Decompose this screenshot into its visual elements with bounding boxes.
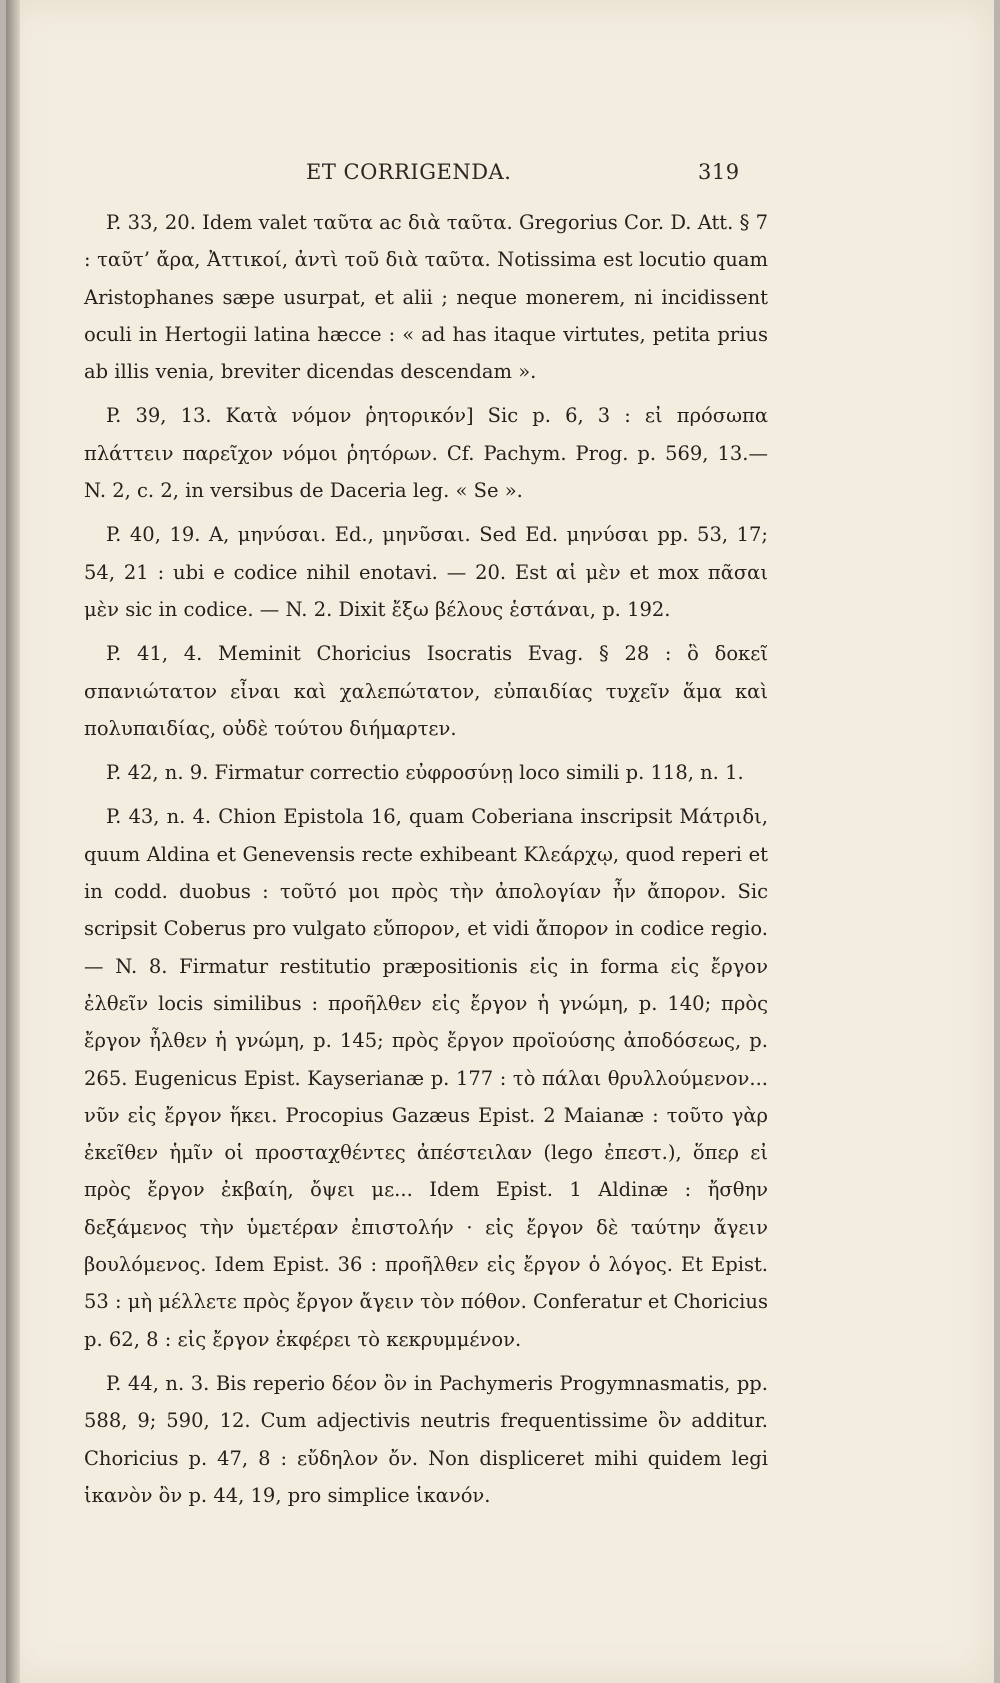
corrigenda-entry: P. 44, n. 3. Bis reperio δέον ὂν in Pachymeris Progymnasmatis, pp. 588, 9; 590, 12. Cum adjectivis neutris frequentissime ὂν additur. Choricius p. 47, 8 : εὔδηλον ὄν. Non displiceret mihi quidem legi ἱκανὸν ὂν p. 44, 19, pro simplice ἱκανόν. xyxy=(84,1371,768,1507)
page-gutter xyxy=(6,0,20,1683)
running-head: ET CORRIGENDA. xyxy=(306,160,512,184)
page-body xyxy=(84,204,768,1521)
corrigenda-entry: P. 39, 13. Κατὰ νόμον ῥητορικόν] Sic p. 6, 3 : εἰ πρόσωπα πλάττειν παρεῖχον νόμοι ῥητόρων. Cf. Pachym. Prog. p. 569, 13.— N. 2, c. 2, in versibus de Daceria leg. « Se ». xyxy=(84,404,768,503)
corrigenda-entry: P. 33, 20. Idem valet ταῦτα ac διὰ ταῦτα. Gregorius Cor. D. Att. § 7 : ταῦτ’ ἄρα, Ἀττικοί, ἀντὶ τοῦ διὰ ταῦτα. Notissima est locutio quam Aristophanes sæpe usurpat, et alii ; neque monerem, ni incidissent oculi in Hertogii latina hæcce : « ad has itaque virtutes, petita prius ab illis venia, breviter dicendas descendam ». xyxy=(84,211,768,384)
corrigenda-entry: P. 42, n. 9. Firmatur correctio εὐφροσύνῃ loco simili p. 118, n. 1. xyxy=(106,761,744,785)
corrigenda-entry: P. 40, 19. A, μηνύσαι. Ed., μηνῦσαι. Sed Ed. μηνύσαι pp. 53, 17; 54, 21 : ubi e codice nihil enotavi. — 20. Est αἱ μὲν et mox πᾶσαι μὲν sic in codice. — N. 2. Dixit ἔξω βέλους ἑστάναι, p. 192. xyxy=(84,523,768,621)
corrigenda-entry: P. 43, n. 4. Chion Epistola 16, quam Coberiana inscripsit Μάτριδι, quum Aldina et Genevensis recte exhibeant Κλεάρχῳ, quod reperi et in codd. duobus : τοῦτό μοι πρὸς τὴν ἀπολογίαν ἦν ἄπορον. Sic scripsit Coberus pro vulgato εὔπορον, et vidi ἄπορον in codice regio. — N. 8. Firmatur restitutio præpositionis εἰς in forma εἰς ἔργον ἐλθεῖν locis similibus : προῆλθεν εἰς ἔργον ἡ γνώμη, p. 140; πρὸς ἔργον ἦλθεν ἡ γνώμη, p. 145; πρὸς ἔργον προϊούσης ἀποδόσεως, p. 265. Eugenicus Epist. Kayserianæ p. 177 : τὸ πάλαι θρυλλούμενον... νῦν εἰς ἔργον ἥκει. Procopius Gazæus Epist. 2 Maianæ : τοῦτο γὰρ ἐκεῖθεν ἡμῖν οἱ προσταχθέντες ἀπέστειλαν (lego ἐπεστ.), ὅπερ εἰ πρὸς ἔργον ἐκβαίη, ὄψει με... Idem Epist. 1 Aldinæ : ἤσθην δεξάμενος τὴν ὑμετέραν ἐπιστολήν · εἰς ἔργον δὲ ταύτην ἄγειν βουλόμενος. Idem Epist. 36 : προῆλθεν εἰς ἔργον ὁ λόγος. Et Epist. 53 : μὴ μέλλετε πρὸς ἔργον ἄγειν τὸν πόθον. Conferatur et Choricius p. 62, 8 : εἰς ἔργον ἐκφέρει τὸ κεκρυμμένον. xyxy=(84,805,768,1351)
book-page xyxy=(6,0,994,1683)
corrigenda-entry: P. 41, 4. Meminit Choricius Isocratis Evag. § 28 : ὃ δοκεῖ σπανιώτατον εἶναι καὶ χαλεπώτατον, εὐπαιδίας τυχεῖν ἅμα καὶ πολυπαιδίας, οὐδὲ τούτου διήμαρτεν. xyxy=(84,642,768,740)
page-number: 319 xyxy=(698,160,740,184)
page-header xyxy=(6,160,994,190)
